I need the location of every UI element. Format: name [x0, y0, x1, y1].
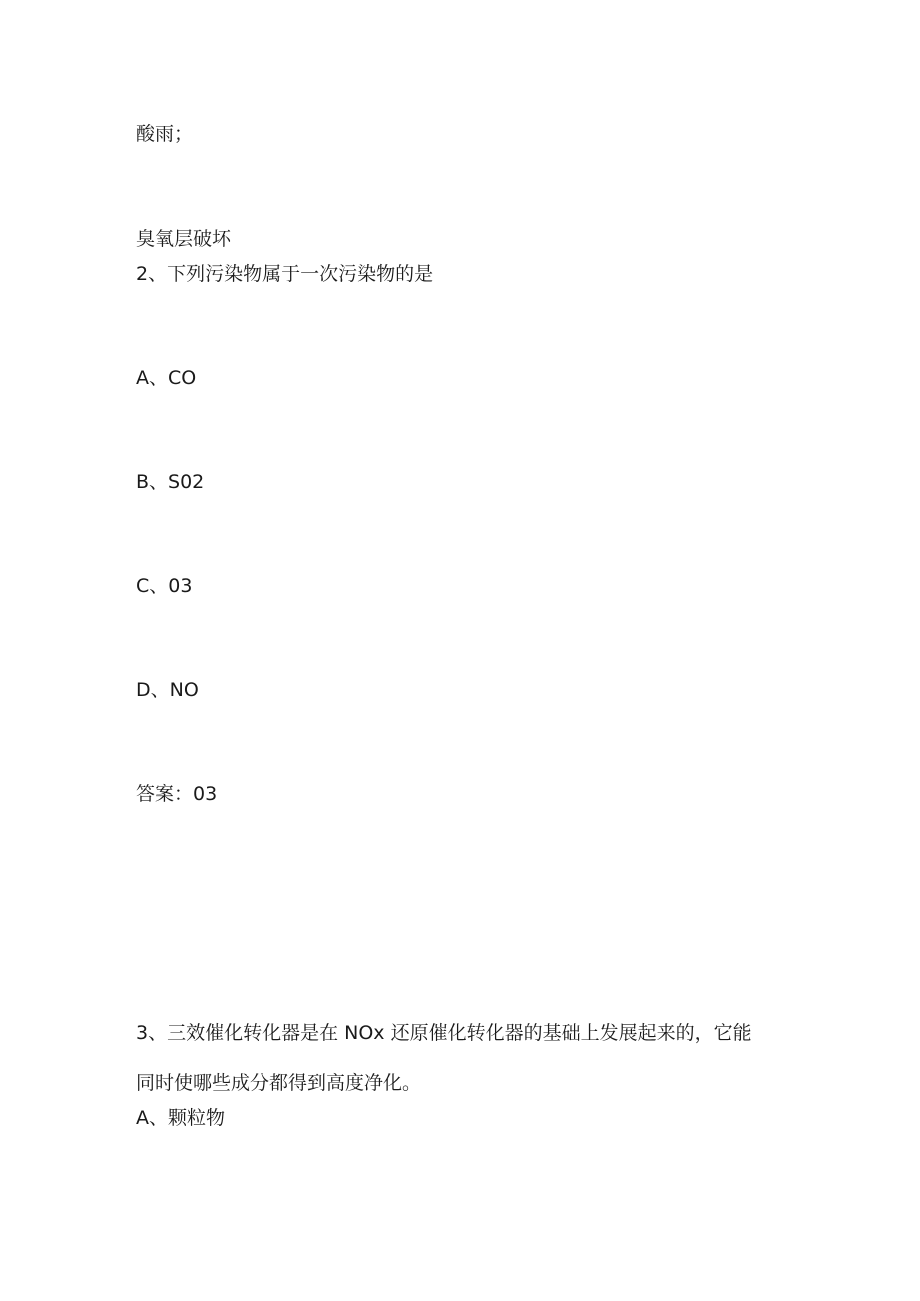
question-3-stem-line-2: 同时使哪些成分都得到高度净化。 [136, 1072, 422, 1094]
prev-option-d: 臭氧层破坏 [136, 228, 232, 250]
question-2-option-c: C、03 [136, 575, 193, 597]
question-2-answer: 答案：03 [136, 783, 218, 805]
prev-option-c: 酸雨； [136, 123, 194, 145]
question-3-stem-line-1: 3、三效催化转化器是在 NOx 还原催化转化器的基础上发展起来的，它能 [136, 1022, 752, 1044]
question-2-stem: 2、下列污染物属于一次污染物的是 [136, 263, 434, 285]
question-2-option-a: A、CO [136, 367, 197, 389]
question-2-option-b: B、S02 [136, 471, 205, 493]
question-2-option-d: D、NO [136, 679, 199, 701]
question-3-option-a: A、颗粒物 [136, 1107, 225, 1129]
